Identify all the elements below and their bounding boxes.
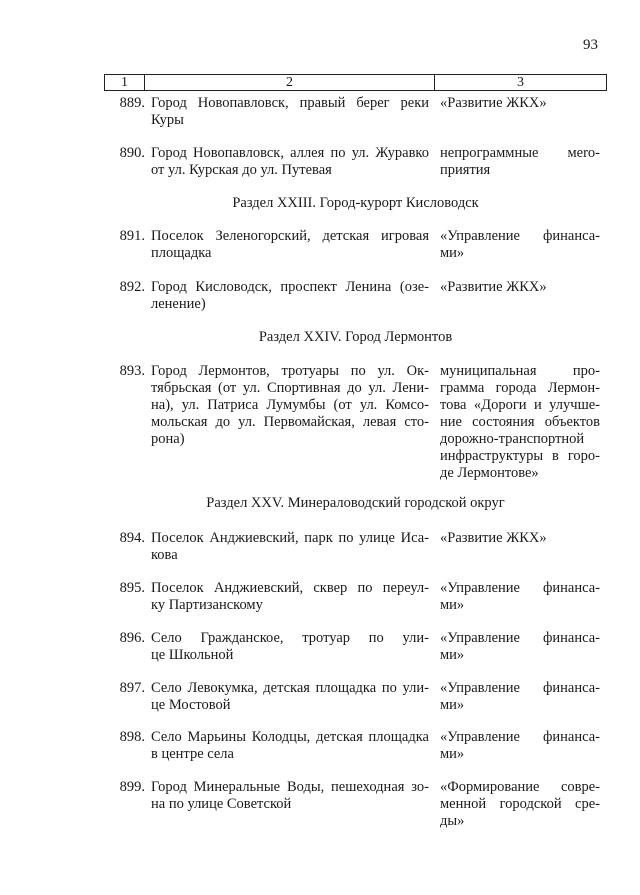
row-number: 896. [119, 630, 145, 646]
row-place: Поселок Анджиевский, сквер по переул- ку Партизанскому [151, 580, 429, 613]
row-program: «Управление финанса- ми» [440, 729, 600, 762]
row-place: Поселок Зеленогорский, детская игровая площадка [151, 228, 429, 261]
row-program: «Развитие ЖКХ» [440, 279, 547, 295]
row-number: 897. [119, 680, 145, 696]
row-place: Село Левокумка, детская площадка по ули- це Мостовой [151, 680, 429, 713]
row-place: Село Марьины Колодцы, детская площадка в центре села [151, 729, 429, 762]
row-number: 893. [119, 363, 145, 379]
section-heading-xxiv: Раздел XXIV. Город Лермонтов [258, 329, 453, 345]
row-place: Поселок Анджиевский, парк по улице Иса- кова [151, 530, 429, 563]
row-number: 890. [119, 145, 145, 161]
row-place: Город Кисловодск, проспект Ленина (озе- ленение) [151, 279, 429, 312]
row-number: 891. [119, 228, 145, 244]
row-program: «Управление финанса- ми» [440, 680, 600, 713]
row-program: «Развитие ЖКХ» [440, 530, 547, 546]
row-program: «Управление финанса- ми» [440, 580, 600, 613]
row-number: 892. [119, 279, 145, 295]
row-place: Город Новопавловск, аллея по ул. Журавко от ул. Курская до ул. Путевая [151, 145, 429, 178]
row-program: «Формирование совре- менной городской сре- ды» [440, 779, 600, 829]
table-header [104, 74, 607, 91]
header-col-1: 1 [105, 75, 145, 90]
row-program: «Управление финанса- ми» [440, 630, 600, 663]
row-number: 899. [119, 779, 145, 795]
header-col-3: 3 [517, 75, 524, 90]
row-place: Город Лермонтов, тротуары по ул. Ок- тябрьская (от ул. Спортивная до ул. Лени- на), ул. Патриса Лумумбы (от ул. Комсо- мольская до ул. Первомайская, левая сто- рона) [151, 363, 429, 447]
page-number: 93 [583, 37, 598, 53]
row-place: Город Новопавловск, правый берег реки Куры [151, 95, 429, 128]
row-program: непрограммные мero- приятия [440, 145, 600, 178]
row-number: 898. [119, 729, 145, 745]
section-heading-xxv: Раздел XXV. Минераловодский городской округ [206, 495, 505, 511]
row-program: муниципальная про- грамма города Лермон- това «Дороги и улучше- ние состояния объектов дорожно-транспортной инфраструктуры в горо- де Лермонтове» [440, 363, 600, 481]
row-program: «Развитие ЖКХ» [440, 95, 547, 111]
row-place: Город Минеральные Воды, пешеходная зо- на по улице Советской [151, 779, 429, 812]
row-number: 894. [119, 530, 145, 546]
header-col-2: 2 [145, 75, 435, 90]
row-number: 895. [119, 580, 145, 596]
row-program: «Управление финанса- ми» [440, 228, 600, 261]
row-place: Село Гражданское, тротуар по ули- це Школьной [151, 630, 429, 663]
row-number: 889. [119, 95, 145, 111]
section-heading-xxiii: Раздел XXIII. Город-курорт Кисловодск [232, 195, 479, 211]
